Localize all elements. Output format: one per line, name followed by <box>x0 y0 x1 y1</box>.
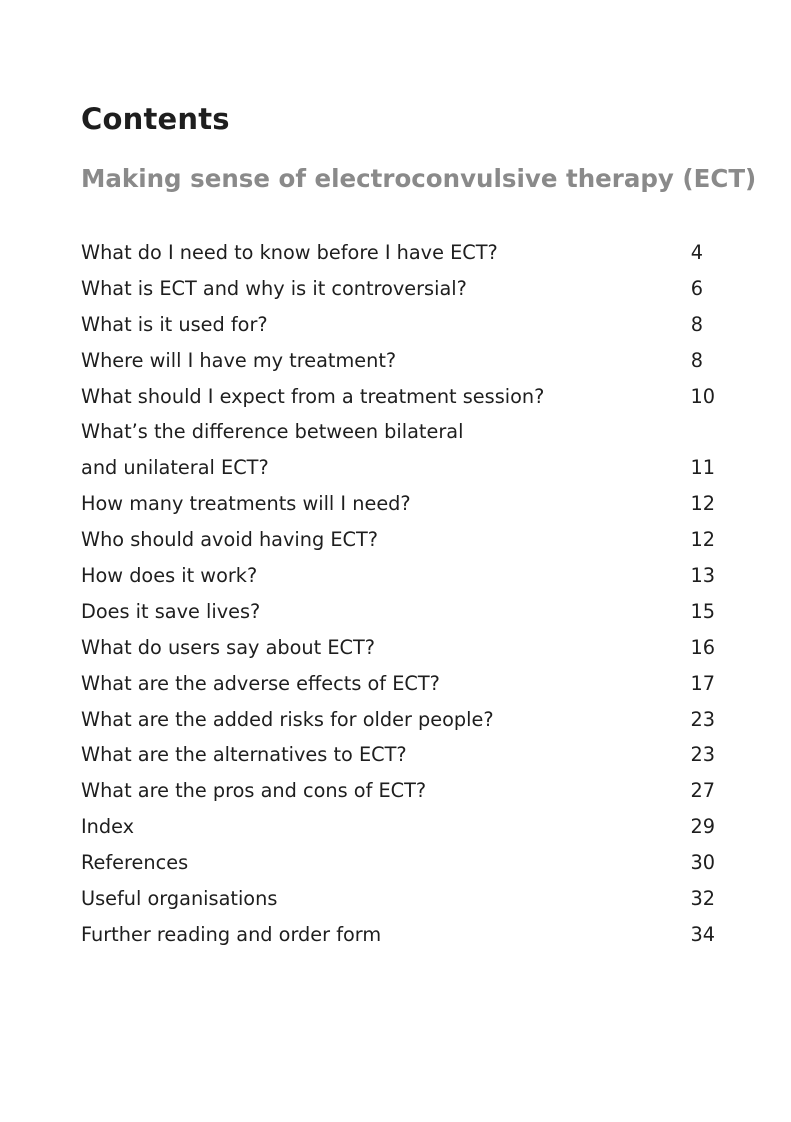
toc-entry-title: What is it used for? <box>81 312 268 336</box>
toc-entry-page: 27 <box>690 779 715 803</box>
toc-entry[interactable] <box>81 633 715 669</box>
toc-entry-title: What are the pros and cons of ECT? <box>81 779 427 803</box>
toc-entry-title: References <box>81 851 189 875</box>
toc-entry-title: How many treatments will I need? <box>81 492 411 516</box>
toc-entry-page: 8 <box>690 312 703 336</box>
toc-entry-page: 23 <box>690 707 715 731</box>
toc-entry[interactable] <box>81 597 715 633</box>
toc-entry-page: 11 <box>690 456 715 480</box>
toc-entry-page: 13 <box>690 564 715 588</box>
toc-entry-page: 12 <box>690 528 715 552</box>
toc-entry-page: 6 <box>690 276 703 300</box>
toc-entry[interactable] <box>81 776 715 812</box>
toc-entry[interactable] <box>81 489 715 525</box>
toc-entry-page: 32 <box>690 887 715 911</box>
toc-entry-title: Further reading and order form <box>81 922 382 946</box>
toc-entry-page: 34 <box>690 922 715 946</box>
toc-entry-title: Where will I have my treatment? <box>81 348 397 372</box>
toc-entry[interactable] <box>81 920 715 956</box>
toc-entry[interactable] <box>81 382 715 418</box>
page-title: Contents <box>81 102 230 136</box>
toc-entry[interactable] <box>81 346 715 382</box>
toc-entry-title: Does it save lives? <box>81 599 261 623</box>
toc-entry-page: 17 <box>690 671 715 695</box>
toc-entry-page: 12 <box>690 492 715 516</box>
toc-entry[interactable] <box>81 274 715 310</box>
table-of-contents <box>81 238 715 956</box>
toc-entry[interactable] <box>81 669 715 705</box>
toc-entry-title: What are the alternatives to ECT? <box>81 743 407 767</box>
toc-entry-title: What is ECT and why is it controversial? <box>81 276 467 300</box>
toc-entry[interactable] <box>81 740 715 776</box>
toc-entry-title: What are the adverse effects of ECT? <box>81 671 440 695</box>
toc-entry[interactable] <box>81 310 715 346</box>
toc-entry[interactable] <box>81 561 715 597</box>
toc-entry-title: Index <box>81 815 135 839</box>
toc-entry-page: 23 <box>690 743 715 767</box>
toc-entry[interactable] <box>81 238 715 274</box>
toc-entry-title: What do users say about ECT? <box>81 635 376 659</box>
toc-entry-title-line-2: and unilateral ECT? <box>81 456 269 480</box>
toc-entry-page: 4 <box>690 241 703 264</box>
toc-entry-page: 8 <box>690 348 703 372</box>
page-subtitle: Making sense of electroconvulsive therapy (ECT) <box>81 164 757 193</box>
toc-entry-title: Useful organisations <box>81 887 278 911</box>
toc-entry[interactable] <box>81 525 715 561</box>
toc-entry[interactable] <box>81 848 715 884</box>
toc-entry[interactable] <box>81 812 715 848</box>
toc-entry-page: 16 <box>690 635 715 659</box>
toc-entry-title-line-1: What’s the difference between bilateral <box>81 420 464 444</box>
toc-entry-title: What are the added risks for older people? <box>81 707 494 731</box>
toc-entry-page: 15 <box>690 599 715 623</box>
toc-entry[interactable] <box>81 884 715 920</box>
toc-entry-page: 29 <box>690 815 715 839</box>
toc-entry-title: What do I need to know before I have ECT? <box>81 241 498 264</box>
toc-entry[interactable] <box>81 417 715 489</box>
toc-entry-title: How does it work? <box>81 564 258 588</box>
toc-entry-title: What should I expect from a treatment session? <box>81 384 545 408</box>
toc-entry[interactable] <box>81 705 715 741</box>
toc-entry-title: Who should avoid having ECT? <box>81 528 379 552</box>
toc-entry-page: 30 <box>690 851 715 875</box>
toc-entry-page: 10 <box>690 384 715 408</box>
